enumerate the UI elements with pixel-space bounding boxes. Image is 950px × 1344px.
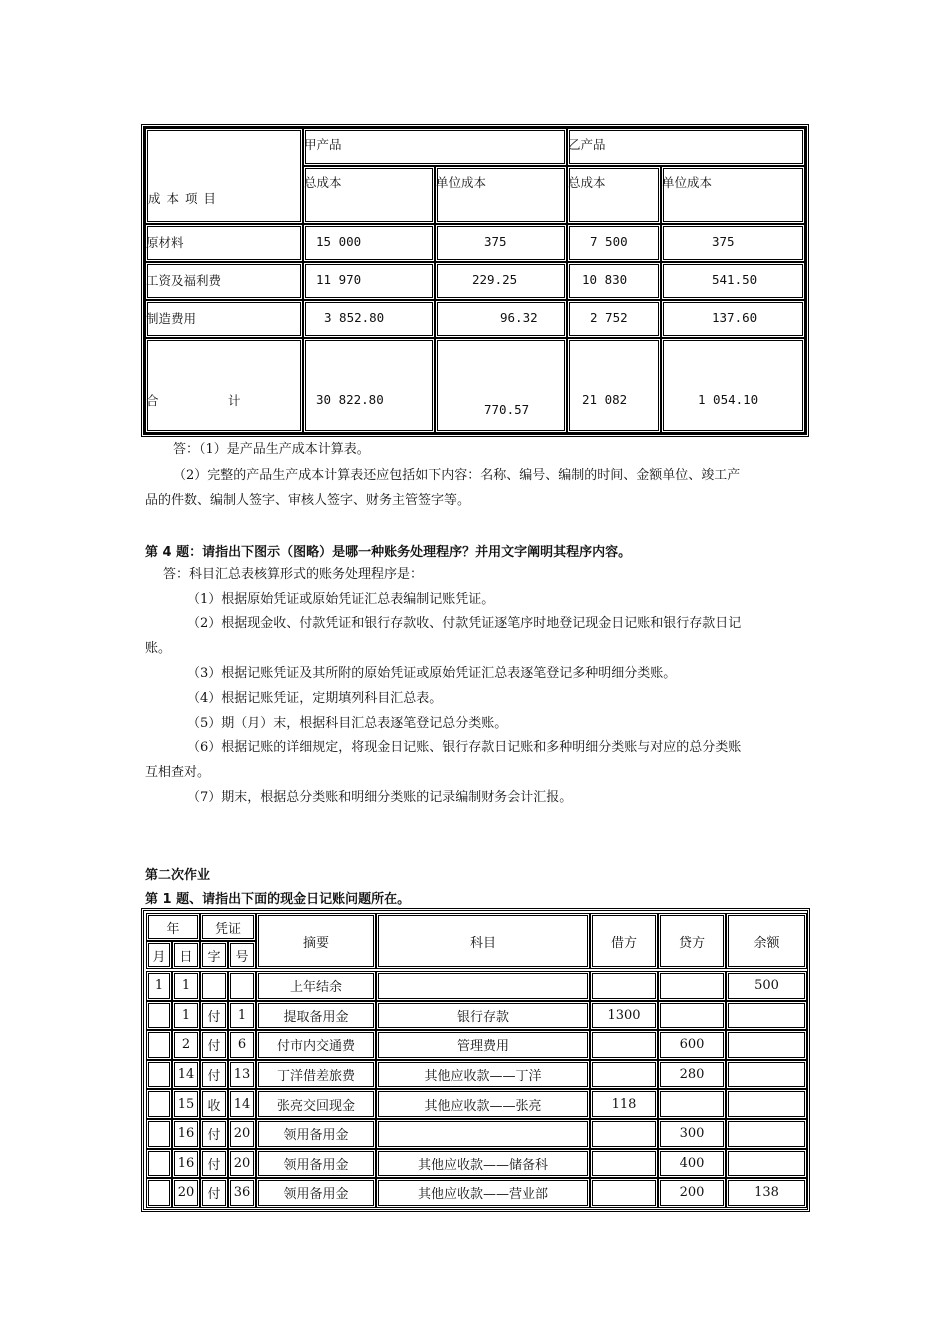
cell-zi: 付 bbox=[200, 1001, 228, 1031]
q4-item-2: （2）根据现金收、付款凭证和银行存款收、付款凭证逐笔序时地登记现金日记账和银行存款日记 bbox=[187, 616, 742, 631]
cell-subject: 其他应收款——张亮 bbox=[376, 1089, 590, 1119]
q4-item-7: （7）期末，根据总分类账和明细分类账的记录编制财务会计汇报。 bbox=[187, 790, 573, 805]
cell-credit bbox=[658, 1089, 726, 1119]
cell-credit bbox=[658, 1001, 726, 1031]
h-credit: 贷方 bbox=[658, 913, 726, 969]
q4-item-6: （6）根据记账的详细规定，将现金日记账、银行存款日记账和多种明细分类账与对应的总分类账 bbox=[187, 740, 742, 755]
cell-balance: 500 bbox=[726, 971, 807, 1001]
row4-b-unit: 1 054.10 bbox=[698, 392, 759, 407]
cell-subject: 其他应收款——丁洋 bbox=[376, 1060, 590, 1090]
cost-table bbox=[141, 124, 809, 437]
cell-hao: 36 bbox=[228, 1178, 256, 1208]
cell-m bbox=[146, 1001, 172, 1031]
row1-a-total: 15 000 bbox=[316, 234, 362, 249]
h-summary: 摘要 bbox=[256, 913, 376, 969]
cell-zi: 付 bbox=[200, 1119, 228, 1149]
second-title: 第二次作业 bbox=[145, 868, 211, 883]
cell-subject: 其他应收款——营业部 bbox=[376, 1178, 590, 1208]
row3-a-total: 3 852.80 bbox=[324, 310, 385, 325]
cell-hao bbox=[228, 971, 256, 1001]
row3-b-unit: 137.60 bbox=[712, 310, 758, 325]
cell-debit bbox=[590, 1060, 658, 1090]
cell-summary: 领用备用金 bbox=[256, 1178, 376, 1208]
b-unit-header: 单位成本 bbox=[662, 175, 713, 190]
h-month: 月 bbox=[146, 941, 172, 969]
cost-item-header-cell bbox=[144, 127, 304, 225]
row4-name-right: 计 bbox=[228, 393, 241, 408]
cell-balance bbox=[726, 1089, 807, 1119]
cell-debit bbox=[590, 1030, 658, 1060]
q4-intro: 答：科目汇总表核算形式的账务处理程序是： bbox=[163, 567, 424, 582]
cell-m bbox=[146, 1089, 172, 1119]
cell-debit bbox=[590, 1119, 658, 1149]
h-hao: 号 bbox=[228, 941, 256, 969]
cell-subject bbox=[376, 971, 590, 1001]
cell-m bbox=[146, 1030, 172, 1060]
cell-debit bbox=[590, 971, 658, 1001]
cell-zi: 付 bbox=[200, 1149, 228, 1179]
row4-a-total: 30 822.80 bbox=[316, 392, 384, 407]
cell-summary: 上年结余 bbox=[256, 971, 376, 1001]
cell-credit: 600 bbox=[658, 1030, 726, 1060]
row2-b-total: 10 830 bbox=[582, 272, 628, 287]
cell-zi: 付 bbox=[200, 1178, 228, 1208]
cell-zi: 付 bbox=[200, 1060, 228, 1090]
cell-m bbox=[146, 1060, 172, 1090]
cell-subject: 银行存款 bbox=[376, 1001, 590, 1031]
cell-credit bbox=[658, 971, 726, 1001]
cell-debit: 1300 bbox=[590, 1001, 658, 1031]
h-zi: 字 bbox=[200, 941, 228, 969]
row3-b-total: 2 752 bbox=[590, 310, 628, 325]
cell-m bbox=[146, 1119, 172, 1149]
answer3-line2: （2）完整的产品生产成本计算表还应包括如下内容：名称、编号、编制的时间、金额单位、竣工产 bbox=[173, 468, 741, 483]
cell-debit bbox=[590, 1178, 658, 1208]
cell-subject: 其他应收款——储备科 bbox=[376, 1149, 590, 1179]
cell-d: 16 bbox=[172, 1149, 200, 1179]
cell-zi: 收 bbox=[200, 1089, 228, 1119]
cell-d: 1 bbox=[172, 971, 200, 1001]
cell-summary: 付市内交通费 bbox=[256, 1030, 376, 1060]
cell-summary: 丁洋借差旅费 bbox=[256, 1060, 376, 1090]
row4-cells bbox=[144, 337, 304, 434]
cell-balance bbox=[726, 1149, 807, 1179]
second-q1: 第 1 题、请指出下面的现金日记账问题所在。 bbox=[145, 892, 411, 907]
h-day: 日 bbox=[172, 941, 200, 969]
h-subject: 科目 bbox=[376, 913, 590, 969]
q4-item-1: （1）根据原始凭证或原始凭证汇总表编制记账凭证。 bbox=[187, 592, 495, 607]
cost-item-header: 成 本 项 目 bbox=[148, 191, 217, 206]
row4-b-total: 21 082 bbox=[582, 392, 628, 407]
cell-d: 20 bbox=[172, 1178, 200, 1208]
cell-m bbox=[146, 1178, 172, 1208]
cell-hao: 14 bbox=[228, 1089, 256, 1119]
row2-b-unit: 541.50 bbox=[712, 272, 758, 287]
q4-item-4: （4）根据记账凭证，定期填列科目汇总表。 bbox=[187, 691, 443, 706]
answer3-line1: 答：（1）是产品生产成本计算表。 bbox=[173, 442, 370, 457]
cell-debit: 118 bbox=[590, 1089, 658, 1119]
cell-subject: 管理费用 bbox=[376, 1030, 590, 1060]
q4-title: 第 4 题：请指出下图示（图略）是哪一种账务处理程序？并用文字阐明其程序内容。 bbox=[145, 545, 632, 560]
a-unit-header: 单位成本 bbox=[436, 175, 487, 190]
cell-hao: 20 bbox=[228, 1149, 256, 1179]
cell-credit: 200 bbox=[658, 1178, 726, 1208]
cell-d: 1 bbox=[172, 1001, 200, 1031]
h-balance: 余额 bbox=[726, 913, 807, 969]
a-total-header: 总成本 bbox=[304, 175, 342, 190]
q4-item-3: （3）根据记账凭证及其所附的原始凭证或原始凭证汇总表逐笔登记多种明细分类账。 bbox=[187, 666, 677, 681]
cell-hao: 1 bbox=[228, 1001, 256, 1031]
row4-name-left: 合 bbox=[146, 393, 159, 408]
h-voucher: 凭证 bbox=[200, 913, 256, 941]
cell-balance bbox=[726, 1060, 807, 1090]
q4-item-2-cont: 账。 bbox=[145, 641, 172, 656]
cell-d: 15 bbox=[172, 1089, 200, 1119]
q4-item-5: （5）期（月）末，根据科目汇总表逐笔登记总分类账。 bbox=[187, 716, 508, 731]
cell-balance bbox=[726, 1030, 807, 1060]
cell-summary: 张亮交回现金 bbox=[256, 1089, 376, 1119]
row1-b-total: 7 500 bbox=[590, 234, 628, 249]
b-total-header: 总成本 bbox=[568, 175, 606, 190]
cell-credit: 300 bbox=[658, 1119, 726, 1149]
row1-name: 原材料 bbox=[146, 235, 184, 250]
row1-a-unit: 375 bbox=[484, 234, 507, 249]
row3-a-unit: 96.32 bbox=[500, 310, 538, 325]
row2-a-total: 11 970 bbox=[316, 272, 362, 287]
cell-summary: 领用备用金 bbox=[256, 1119, 376, 1149]
cell-debit bbox=[590, 1149, 658, 1179]
cell-summary: 领用备用金 bbox=[256, 1149, 376, 1179]
product-b-header: 乙产品 bbox=[568, 137, 606, 152]
cell-m: 1 bbox=[146, 971, 172, 1001]
cell-credit: 280 bbox=[658, 1060, 726, 1090]
cell-credit: 400 bbox=[658, 1149, 726, 1179]
row4-a-unit: 770.57 bbox=[484, 402, 530, 417]
cell-hao: 6 bbox=[228, 1030, 256, 1060]
cell-balance bbox=[726, 1119, 807, 1149]
cell-zi: 付 bbox=[200, 1030, 228, 1060]
cell-d: 2 bbox=[172, 1030, 200, 1060]
cell-subject bbox=[376, 1119, 590, 1149]
cell-balance bbox=[726, 1001, 807, 1031]
row2-name: 工资及福利费 bbox=[146, 273, 222, 288]
cell-m bbox=[146, 1149, 172, 1179]
cell-summary: 提取备用金 bbox=[256, 1001, 376, 1031]
cell-hao: 13 bbox=[228, 1060, 256, 1090]
row1-b-unit: 375 bbox=[712, 234, 735, 249]
product-a-header: 甲产品 bbox=[304, 137, 342, 152]
row2-a-unit: 229.25 bbox=[472, 272, 518, 287]
q4-item-6-cont: 互相查对。 bbox=[145, 765, 211, 780]
cell-zi bbox=[200, 971, 228, 1001]
cell-hao: 20 bbox=[228, 1119, 256, 1149]
cell-balance: 138 bbox=[726, 1178, 807, 1208]
answer3-line3: 品的件数、编制人签字、审核人签字、财务主管签字等。 bbox=[145, 493, 471, 508]
h-debit: 借方 bbox=[590, 913, 658, 969]
cash-journal-table bbox=[141, 908, 810, 1212]
cell-d: 16 bbox=[172, 1119, 200, 1149]
row3-name: 制造费用 bbox=[146, 311, 197, 326]
product-a-header-cell bbox=[302, 127, 568, 167]
h-year: 年 bbox=[146, 913, 200, 941]
cell-d: 14 bbox=[172, 1060, 200, 1090]
